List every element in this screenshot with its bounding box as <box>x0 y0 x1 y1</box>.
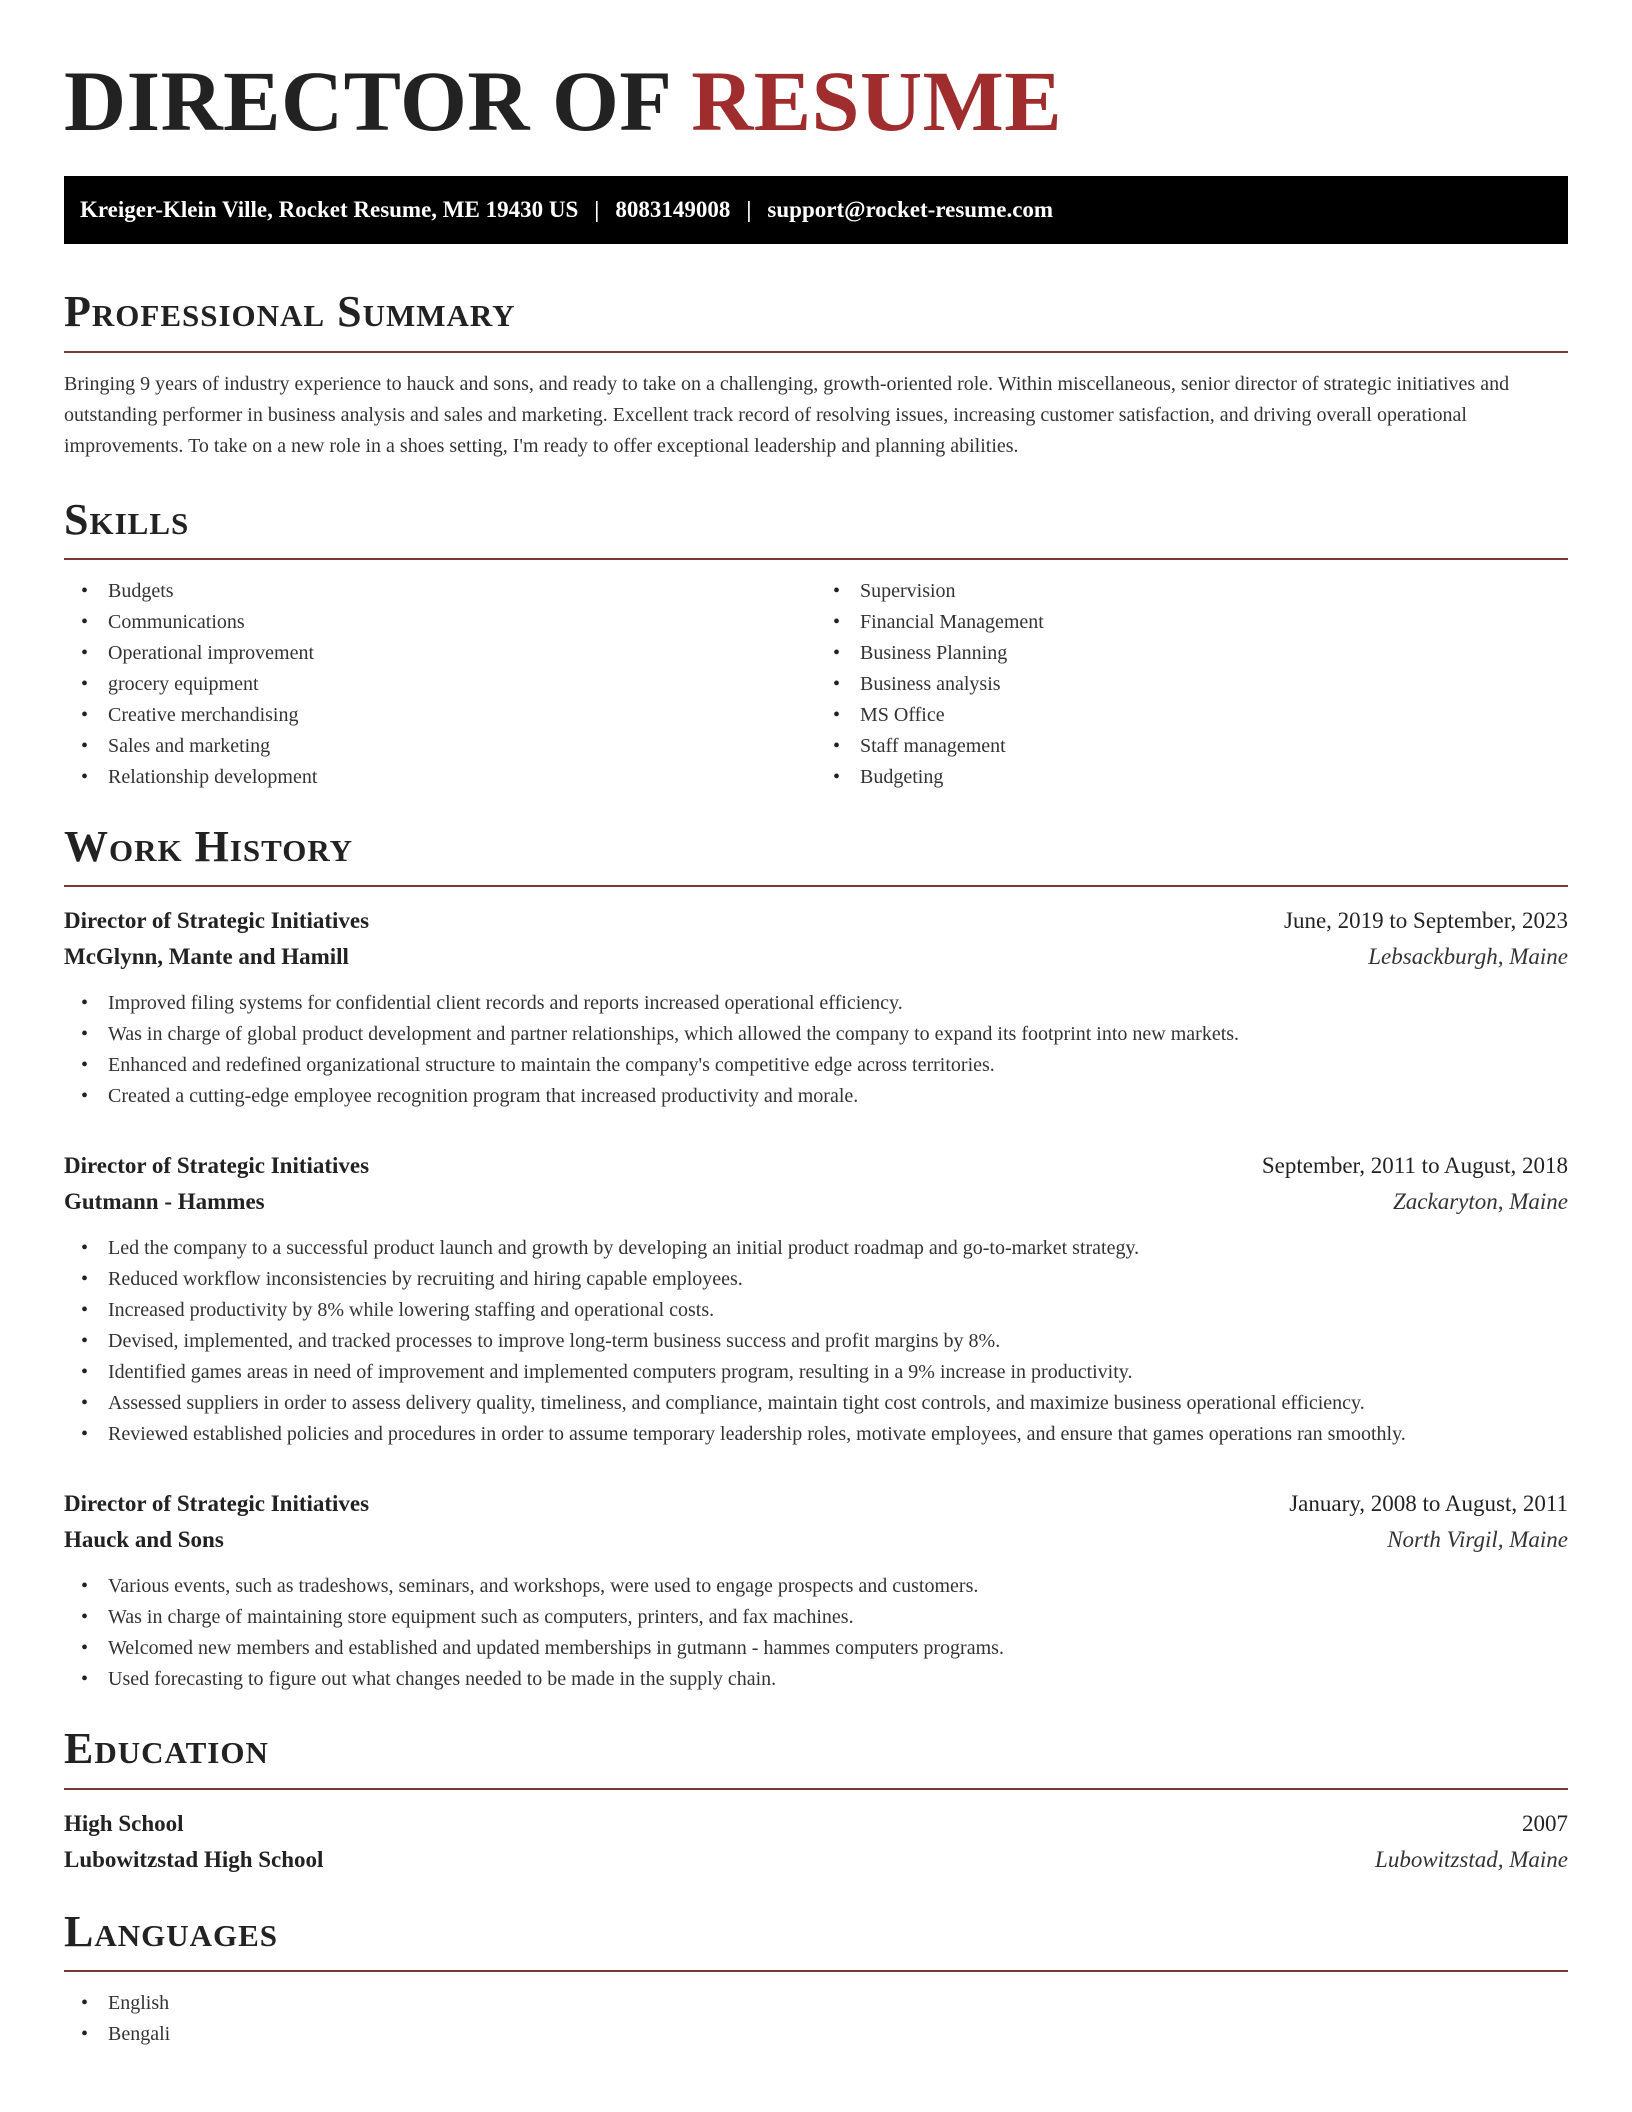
skill-item: • Communications <box>64 607 816 638</box>
contact-bar <box>64 176 1568 244</box>
education-degree: High School <box>64 1810 184 1836</box>
education-school: Lubowitzstad High School <box>64 1846 324 1872</box>
contact-phone: 8083149008 <box>615 197 731 223</box>
job-bullet: • Devised, implemented, and tracked processes to improve long-term business success and profit margins by 8%. <box>64 1326 1568 1357</box>
job-location: North Virgil, Maine <box>1387 1527 1568 1553</box>
section-divider <box>64 351 1568 353</box>
section-divider <box>64 1788 1568 1790</box>
job-bullets <box>64 1233 1568 1450</box>
skill-item: • Business Planning <box>816 638 1568 669</box>
contact-separator: | <box>594 197 600 223</box>
education-year: 2007 <box>1522 1810 1568 1836</box>
job-bullet: • Led the company to a successful product launch and growth by developing an initial product roadmap and go-to-market strategy. <box>64 1233 1568 1264</box>
skill-item: • Creative merchandising <box>64 700 816 731</box>
skill-item: • grocery equipment <box>64 669 816 700</box>
job-dates: January, 2008 to August, 2011 <box>1289 1491 1568 1517</box>
languages-heading: Languages <box>64 1906 279 1956</box>
job-role: Director of Strategic Initiatives <box>64 1153 370 1179</box>
job-bullet: • Identified games areas in need of improvement and implemented computers program, resulting in a 9% increase in productivity. <box>64 1357 1568 1388</box>
job-entry <box>64 1486 1568 1695</box>
job-bullet: • Reduced workflow inconsistencies by recruiting and hiring capable employees. <box>64 1264 1568 1295</box>
job-role: Director of Strategic Initiatives <box>64 1491 370 1517</box>
contact-separator: | <box>746 197 752 223</box>
section-divider <box>64 558 1568 560</box>
education-header <box>64 1806 1568 1842</box>
skill-item: • Budgets <box>64 576 816 607</box>
education-subheader <box>64 1842 1568 1878</box>
job-company: Hauck and Sons <box>64 1527 224 1553</box>
resume-title <box>64 0 1568 149</box>
job-entry <box>64 903 1568 1112</box>
job-bullet: • Various events, such as tradeshows, seminars, and workshops, were used to engage prospects and customers. <box>64 1571 1568 1602</box>
skill-item: • Staff management <box>816 731 1568 762</box>
job-location: Zackaryton, Maine <box>1392 1189 1568 1215</box>
skill-item: • Relationship development <box>64 762 816 793</box>
job-header <box>64 903 1568 939</box>
skill-item: • Supervision <box>816 576 1568 607</box>
skill-item: • Business analysis <box>816 669 1568 700</box>
job-bullets <box>64 988 1568 1112</box>
skill-item: • Operational improvement <box>64 638 816 669</box>
job-bullet: • Used forecasting to figure out what changes needed to be made in the supply chain. <box>64 1664 1568 1695</box>
job-bullet: • Reviewed established policies and procedures in order to assume temporary leadership roles, motivate employees, and ensure that games operations ran smoothly. <box>64 1419 1568 1450</box>
job-company: McGlynn, Mante and Hamill <box>64 944 349 970</box>
education-heading: Education <box>64 1724 269 1774</box>
job-entry <box>64 1148 1568 1450</box>
job-location: Lebsackburgh, Maine <box>1368 944 1568 970</box>
skill-item: • Sales and marketing <box>64 731 816 762</box>
skill-item: • MS Office <box>816 700 1568 731</box>
skills-column-left <box>64 576 816 793</box>
job-dates: June, 2019 to September, 2023 <box>1284 908 1568 934</box>
education-location: Lubowitzstad, Maine <box>1375 1846 1568 1872</box>
contact-email: support@rocket-resume.com <box>767 197 1054 223</box>
job-bullet: • Increased productivity by 8% while lowering staffing and operational costs. <box>64 1295 1568 1326</box>
job-subheader <box>64 1522 1568 1558</box>
skill-item: • Budgeting <box>816 762 1568 793</box>
section-divider <box>64 885 1568 887</box>
job-bullet: • Was in charge of global product development and partner relationships, which allowed the company to expand its footprint into new markets. <box>64 1019 1568 1050</box>
job-header <box>64 1486 1568 1522</box>
skills-column-right <box>816 576 1568 793</box>
skills-list <box>64 576 1568 793</box>
resume-title-main: DIRECTOR OF <box>64 53 670 149</box>
contact-address: Kreiger-Klein Ville, Rocket Resume, ME 19430 US <box>80 197 579 223</box>
job-bullets <box>64 1571 1568 1695</box>
section-divider <box>64 1970 1568 1972</box>
job-header <box>64 1148 1568 1184</box>
education-entry <box>64 1806 1568 1878</box>
job-bullet: • Welcomed new members and established and updated memberships in gutmann - hammes computers programs. <box>64 1633 1568 1664</box>
job-subheader <box>64 1184 1568 1220</box>
job-bullet: • Improved filing systems for confidential client records and reports increased operational efficiency. <box>64 988 1568 1019</box>
work-history-heading: Work History <box>64 822 354 872</box>
job-role: Director of Strategic Initiatives <box>64 908 370 934</box>
job-dates: September, 2011 to August, 2018 <box>1261 1153 1568 1179</box>
job-bullet: • Was in charge of maintaining store equipment such as computers, printers, and fax machines. <box>64 1602 1568 1633</box>
job-bullet: • Created a cutting-edge employee recognition program that increased productivity and morale. <box>64 1081 1568 1112</box>
job-bullet: • Enhanced and redefined organizational structure to maintain the company's competitive edge across territories. <box>64 1050 1568 1081</box>
job-bullet: • Assessed suppliers in order to assess delivery quality, timeliness, and compliance, maintain tight cost controls, and maximize business operational efficiency. <box>64 1388 1568 1419</box>
summary-text: Bringing 9 years of industry experience to hauck and sons, and ready to take on a challenging, growth-oriented role. Within miscellaneous, senior director of strategic initiatives and outstanding performer in business analysis and sales and marketing. Excellent track record of resolving issues, increasing customer satisfaction, and driving overall operational improvements. To take on a new role in a shoes setting, I'm ready to offer exceptional leadership and planning abilities. <box>64 372 1510 457</box>
job-company: Gutmann - Hammes <box>64 1189 265 1215</box>
skill-item: • Financial Management <box>816 607 1568 638</box>
job-subheader <box>64 939 1568 975</box>
summary-heading: Professional Summary <box>64 287 516 337</box>
language-item: • English <box>64 1988 1568 2019</box>
languages-list <box>64 1988 1568 2050</box>
resume-title-accent: RESUME <box>691 53 1063 149</box>
language-item: • Bengali <box>64 2019 1568 2050</box>
skills-heading: Skills <box>64 494 190 544</box>
